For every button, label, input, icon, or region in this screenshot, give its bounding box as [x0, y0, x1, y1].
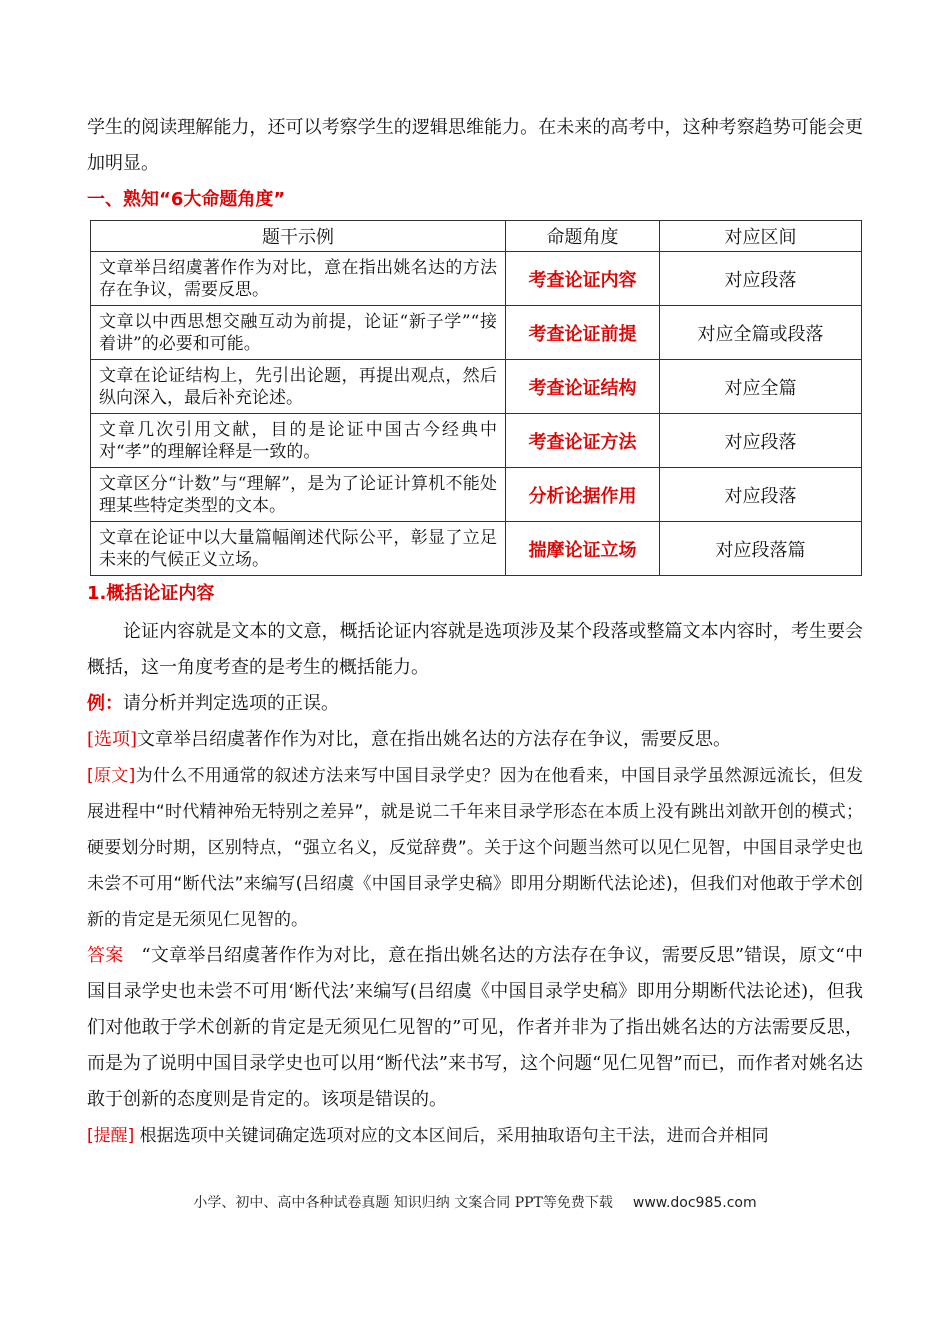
- table-header-angle: 命题角度: [506, 221, 660, 252]
- page-footer: [0, 1192, 950, 1212]
- answer-block: [87, 938, 863, 1118]
- option-label: [选项]: [87, 729, 138, 750]
- row-section: 对应段落: [660, 414, 862, 468]
- row-section: 对应段落: [660, 252, 862, 306]
- row-angle: 考查论证结构: [506, 360, 660, 414]
- original-text: 为什么不用通常的叙述方法来写中国目录学史？因为在他看来，中国目录学虽然源远流长，但发展进程中“时代精神殆无特别之差异”，就是说二千年来目录学形态在本质上没有跳出刘歆开创的模式；硬要划分时期，区别特点，“强立名义，反觉辞费”。关于这个问题当然可以见仁见智，中国目录学史也未尝不可用“断代法”来编写(吕绍虞《中国目录学史稿》即用分期断代法论述)，但我们对他敢于学术创新的肯定是无须见仁见智的。: [87, 766, 864, 930]
- original-label: [原文]: [87, 766, 136, 786]
- example-label: 例：: [87, 693, 123, 714]
- table-header-row: [91, 221, 862, 252]
- row-angle: 分析论据作用: [506, 468, 660, 522]
- row-section: 对应段落篇: [660, 522, 862, 576]
- original-text-block: [87, 758, 863, 938]
- section-heading: 一、熟知“6大命题角度”: [87, 189, 286, 210]
- row-example: 文章区分“计数”与“理解”，是为了论证计算机不能处理某些特定类型的文本。: [91, 468, 506, 522]
- row-angle: 考查论证内容: [506, 252, 660, 306]
- footer-text: 小学、初中、高中各种试卷真题 知识归纳 文案合同 PPT等免费下载: [193, 1195, 613, 1211]
- row-example: 文章在论证中以大量篇幅阐述代际公平，彰显了立足未来的气候正义立场。: [91, 522, 506, 576]
- footer-url[interactable]: www.doc985.com: [632, 1195, 757, 1211]
- example-line: [87, 686, 863, 722]
- option-text: 文章举吕绍虞著作作为对比，意在指出姚名达的方法存在争议，需要反思。: [137, 729, 732, 750]
- intro-paragraph: 学生的阅读理解能力，还可以考察学生的逻辑思维能力。在未来的高考中，这种考察趋势可能会更加明显。: [87, 117, 863, 174]
- table-row: [91, 252, 862, 306]
- document-page: [87, 110, 863, 1154]
- tip-text: 根据选项中关键词确定选项对应的文本区间后，采用抽取语句主干法，进而合并相同: [139, 1126, 769, 1146]
- sub-heading: 1.概括论证内容: [87, 583, 215, 604]
- row-angle: 考查论证方法: [506, 414, 660, 468]
- row-angle: 考查论证前提: [506, 306, 660, 360]
- table-row: [91, 306, 862, 360]
- table-row: [91, 522, 862, 576]
- answer-text: “文章举吕绍虞著作作为对比，意在指出姚名达的方法存在争议，需要反思”错误，原文“中国目录学史也未尝不可用‘断代法’来编写(吕绍虞《中国目录学史稿》即用分期断代法论述)，但我们对他敢于学术创新的肯定是无须见仁见智的”可见，作者并非为了指出姚名达的方法需要反思，而是为了说明中国目录学史也可以用“断代法”来书写，这个问题“见仁见智”而已，而作者对姚名达敢于创新的态度则是肯定的。该项是错误的。: [87, 945, 863, 1110]
- row-section: 对应全篇: [660, 360, 862, 414]
- row-section: 对应段落: [660, 468, 862, 522]
- table-header-section: 对应区间: [660, 221, 862, 252]
- row-example: 文章在论证结构上，先引出论题，再提出观点，然后纵向深入，最后补充论述。: [91, 360, 506, 414]
- answer-label: 答案: [87, 945, 124, 966]
- tip-line: [87, 1118, 863, 1154]
- table-row: [91, 414, 862, 468]
- row-example: 文章以中西思想交融互动为前提，论证“新子学”“接着讲”的必要和可能。: [91, 306, 506, 360]
- tip-label: [提醒]: [87, 1126, 135, 1146]
- example-text: 请分析并判定选项的正误。: [123, 693, 339, 714]
- table-row: [91, 468, 862, 522]
- body-paragraph: 论证内容就是文本的文意，概括论证内容就是选项涉及某个段落或整篇文本内容时，考生要会概括，这一角度考查的是考生的概括能力。: [87, 621, 863, 678]
- row-angle: 揣摩论证立场: [506, 522, 660, 576]
- table-row: [91, 360, 862, 414]
- row-example: 文章几次引用文献，目的是论证中国古今经典中对“孝”的理解诠释是一致的。: [91, 414, 506, 468]
- row-section: 对应全篇或段落: [660, 306, 862, 360]
- option-line: [87, 722, 863, 758]
- table-header-example: 题干示例: [91, 221, 506, 252]
- row-example: 文章举吕绍虞著作作为对比，意在指出姚名达的方法存在争议，需要反思。: [91, 252, 506, 306]
- question-angle-table: [90, 220, 862, 576]
